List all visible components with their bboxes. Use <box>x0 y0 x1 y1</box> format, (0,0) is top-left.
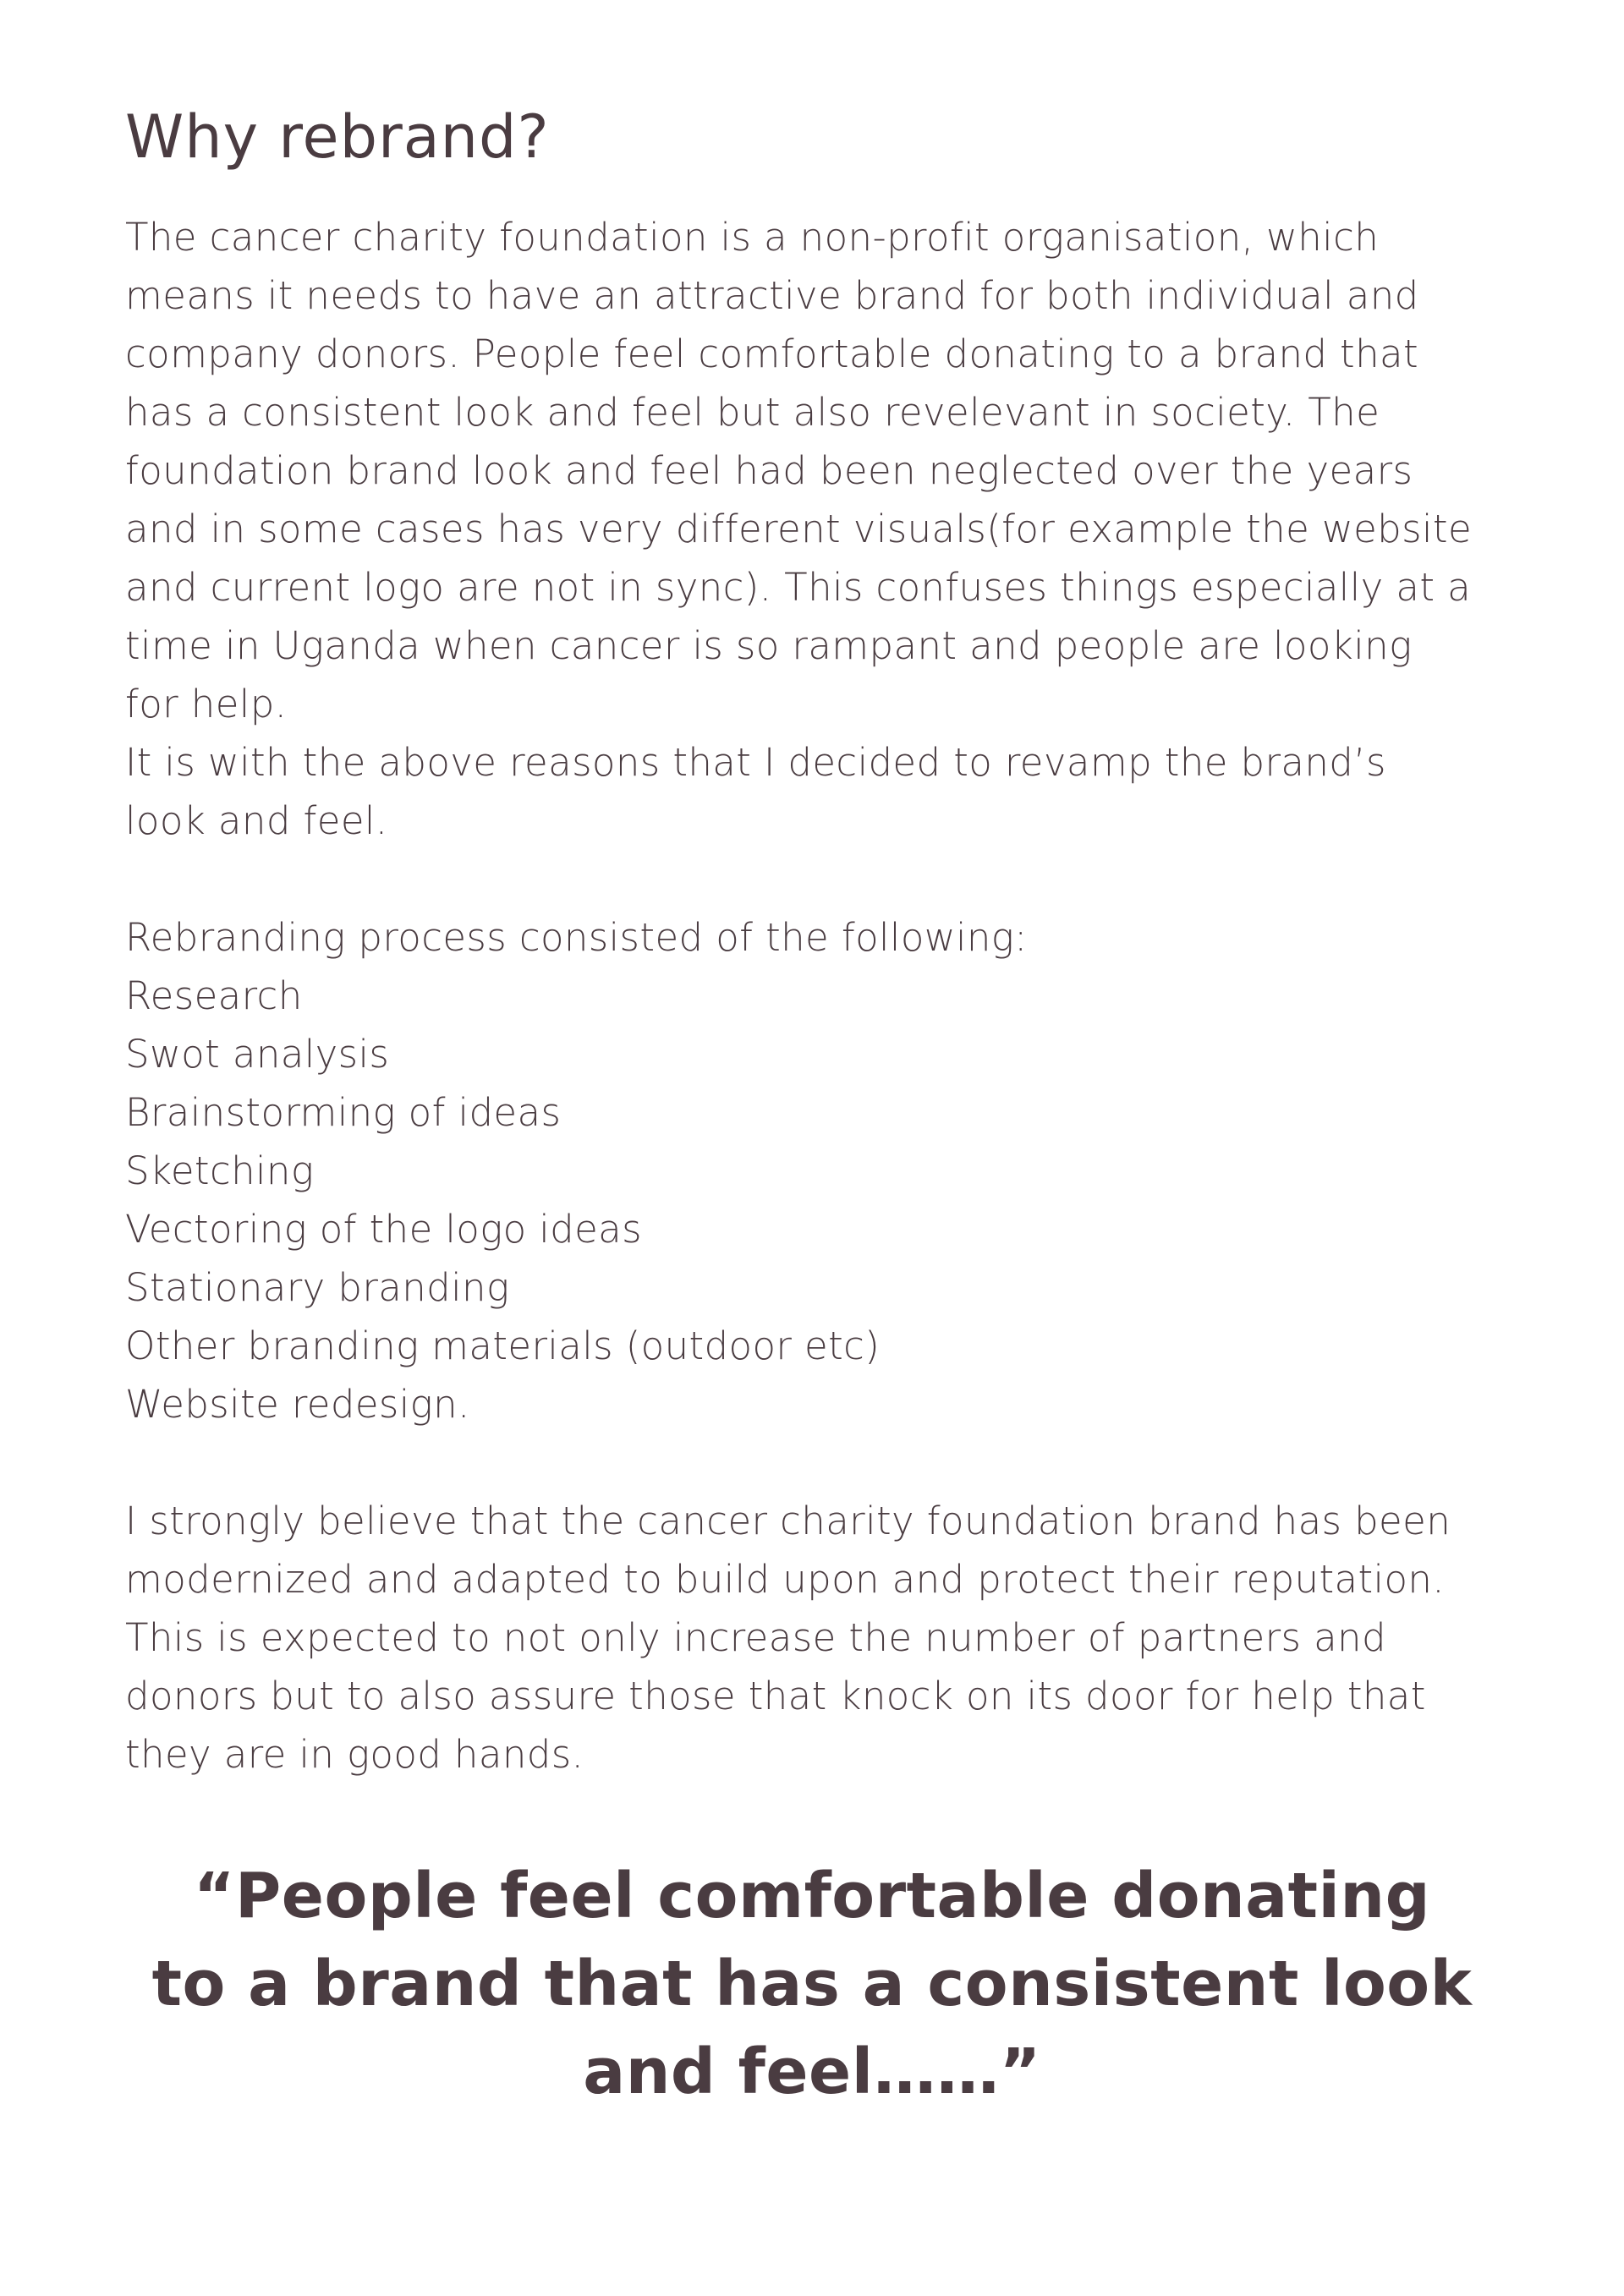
body-text <box>125 208 1563 1784</box>
process-heading: Rebranding process consisted of the following: <box>125 915 1028 960</box>
intro-line: time in Uganda when cancer is so rampant and people are looking <box>125 623 1413 668</box>
intro-line: and current logo are not in sync). This confuses things especially at a <box>125 565 1472 610</box>
process-item: Stationary branding <box>125 1265 510 1310</box>
intro-line: means it needs to have an attractive brand for both individual and <box>125 273 1419 318</box>
intro-line: foundation brand look and feel had been neglected over the years <box>125 448 1413 493</box>
process-item: Brainstorming of ideas <box>125 1090 562 1135</box>
process-item: Sketching <box>125 1148 315 1193</box>
process-item: Vectoring of the logo ideas <box>125 1207 643 1252</box>
intro-line: look and feel. <box>125 798 388 843</box>
quote-line: “People feel comfortable donating <box>193 1860 1431 1932</box>
intro-line: has a consistent look and feel but also revelevant in society. The <box>125 390 1380 435</box>
intro-line: The cancer charity foundation is a non-profit organisation, which <box>125 215 1380 260</box>
intro-paragraph <box>125 208 1563 850</box>
conclusion-line: I strongly believe that the cancer charity foundation brand has been <box>125 1499 1451 1543</box>
page-title: Why rebrand? <box>125 102 550 172</box>
paragraph-spacer <box>125 850 1563 908</box>
paragraph-spacer <box>125 1433 1563 1492</box>
conclusion-line: modernized and adapted to build upon and protect their reputation. <box>125 1557 1446 1602</box>
process-list <box>125 908 1563 1433</box>
conclusion-line: This is expected to not only increase the number of partners and <box>125 1615 1386 1660</box>
conclusion-line: donors but to also assure those that knock on its door for help that <box>125 1674 1426 1718</box>
process-item: Swot analysis <box>125 1032 390 1077</box>
process-item: Website redesign. <box>125 1382 470 1427</box>
process-item: Other branding materials (outdoor etc) <box>125 1323 881 1368</box>
intro-line: for help. <box>125 682 288 726</box>
pull-quote <box>0 1852 1624 2116</box>
conclusion-paragraph <box>125 1492 1563 1784</box>
intro-line: It is with the above reasons that I decided to revamp the brand’s <box>125 740 1386 785</box>
intro-line: company donors. People feel comfortable donating to a brand that <box>125 332 1419 376</box>
process-item: Research <box>125 973 303 1018</box>
conclusion-line: they are in good hands. <box>125 1732 584 1777</box>
quote-line: to a brand that has a consistent look <box>151 1948 1473 2020</box>
quote-line: and feel……” <box>583 2036 1041 2108</box>
intro-line: and in some cases has very different visuals(for example the website <box>125 507 1473 551</box>
